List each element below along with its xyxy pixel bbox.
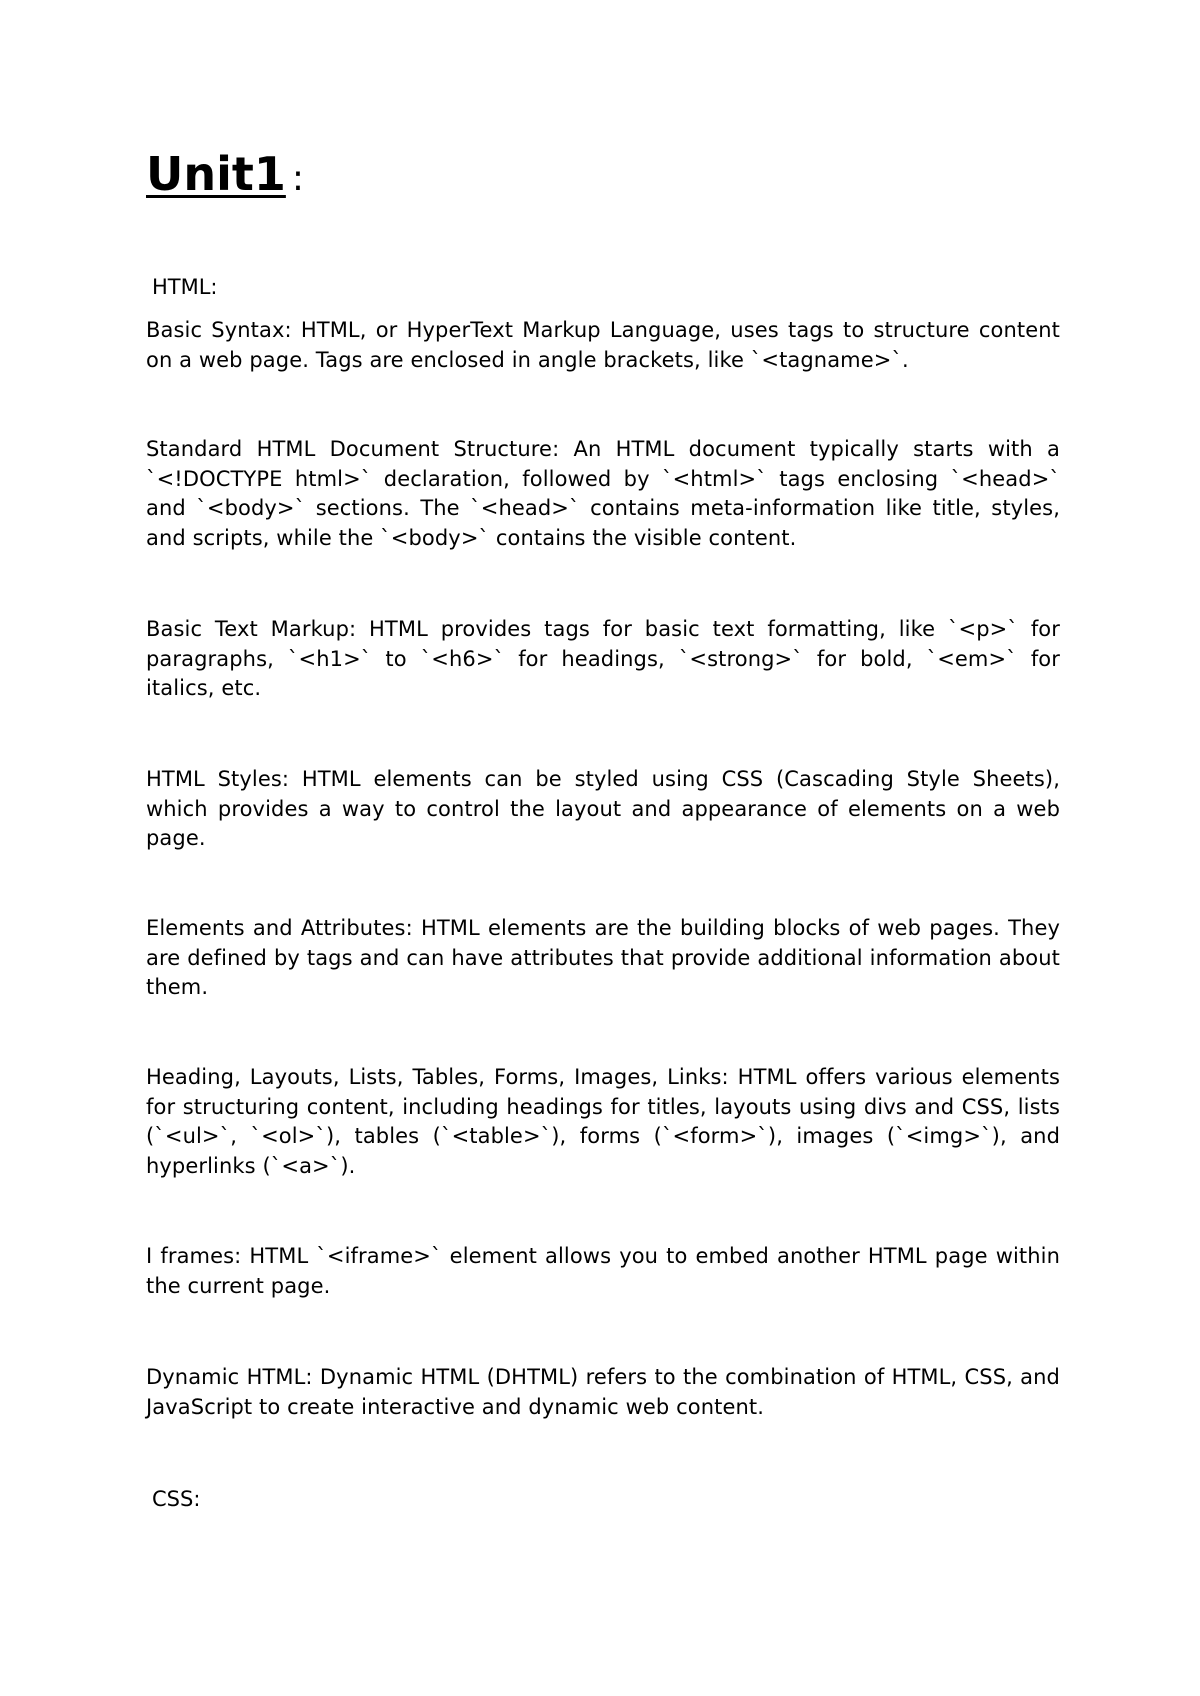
paragraph-text-markup: Basic Text Markup: HTML provides tags for basic text formatting, like `<p>` for paragraphs, `<h1>` to `<h6>` for headings, `<strong>` for bold, `<em>` for italics, etc. [146,617,1060,700]
section-heading-html: HTML: [152,275,218,299]
title-text: Unit1 [146,147,286,201]
paragraph-elements-attributes: Elements and Attributes: HTML elements are the building blocks of web pages. They are defined by tags and can have attributes that provide additional information about them. [146,916,1060,999]
paragraph-html-styles: HTML Styles: HTML elements can be styled using CSS (Cascading Style Sheets), which provides a way to control the layout and appearance of elements on a web page. [146,767,1060,850]
page-title [146,147,304,206]
paragraph-structuring-elements: Heading, Layouts, Lists, Tables, Forms, Images, Links: HTML offers various elements for structuring content, including headings for titles, layouts using divs and CSS, lists (`<ul>`, `<ol>`), tables (`<table>`), forms (`<form>`), images (`<img>`), and hyperlinks (`<a>`). [146,1065,1060,1178]
title-colon: : [291,158,305,199]
paragraph-document-structure: Standard HTML Document Structure: An HTML document typically starts with a `<!DOCTYPE html>` declaration, followed by `<html>` tags enclosing `<head>` and `<body>` sections. The `<head>` contains meta-information like title, styles, and scripts, while the `<body>` contains the visible content. [146,437,1060,550]
paragraph-iframes: I frames: HTML `<iframe>` element allows you to embed another HTML page within the current page. [146,1244,1060,1298]
paragraph-basic-syntax: Basic Syntax: HTML, or HyperText Markup Language, uses tags to structure content on a web page. Tags are enclosed in angle brackets, like `<tagname>`. [146,318,1060,372]
section-heading-css: CSS: [152,1487,201,1511]
paragraph-dynamic-html: Dynamic HTML: Dynamic HTML (DHTML) refers to the combination of HTML, CSS, and JavaScript to create interactive and dynamic web content. [146,1365,1060,1419]
